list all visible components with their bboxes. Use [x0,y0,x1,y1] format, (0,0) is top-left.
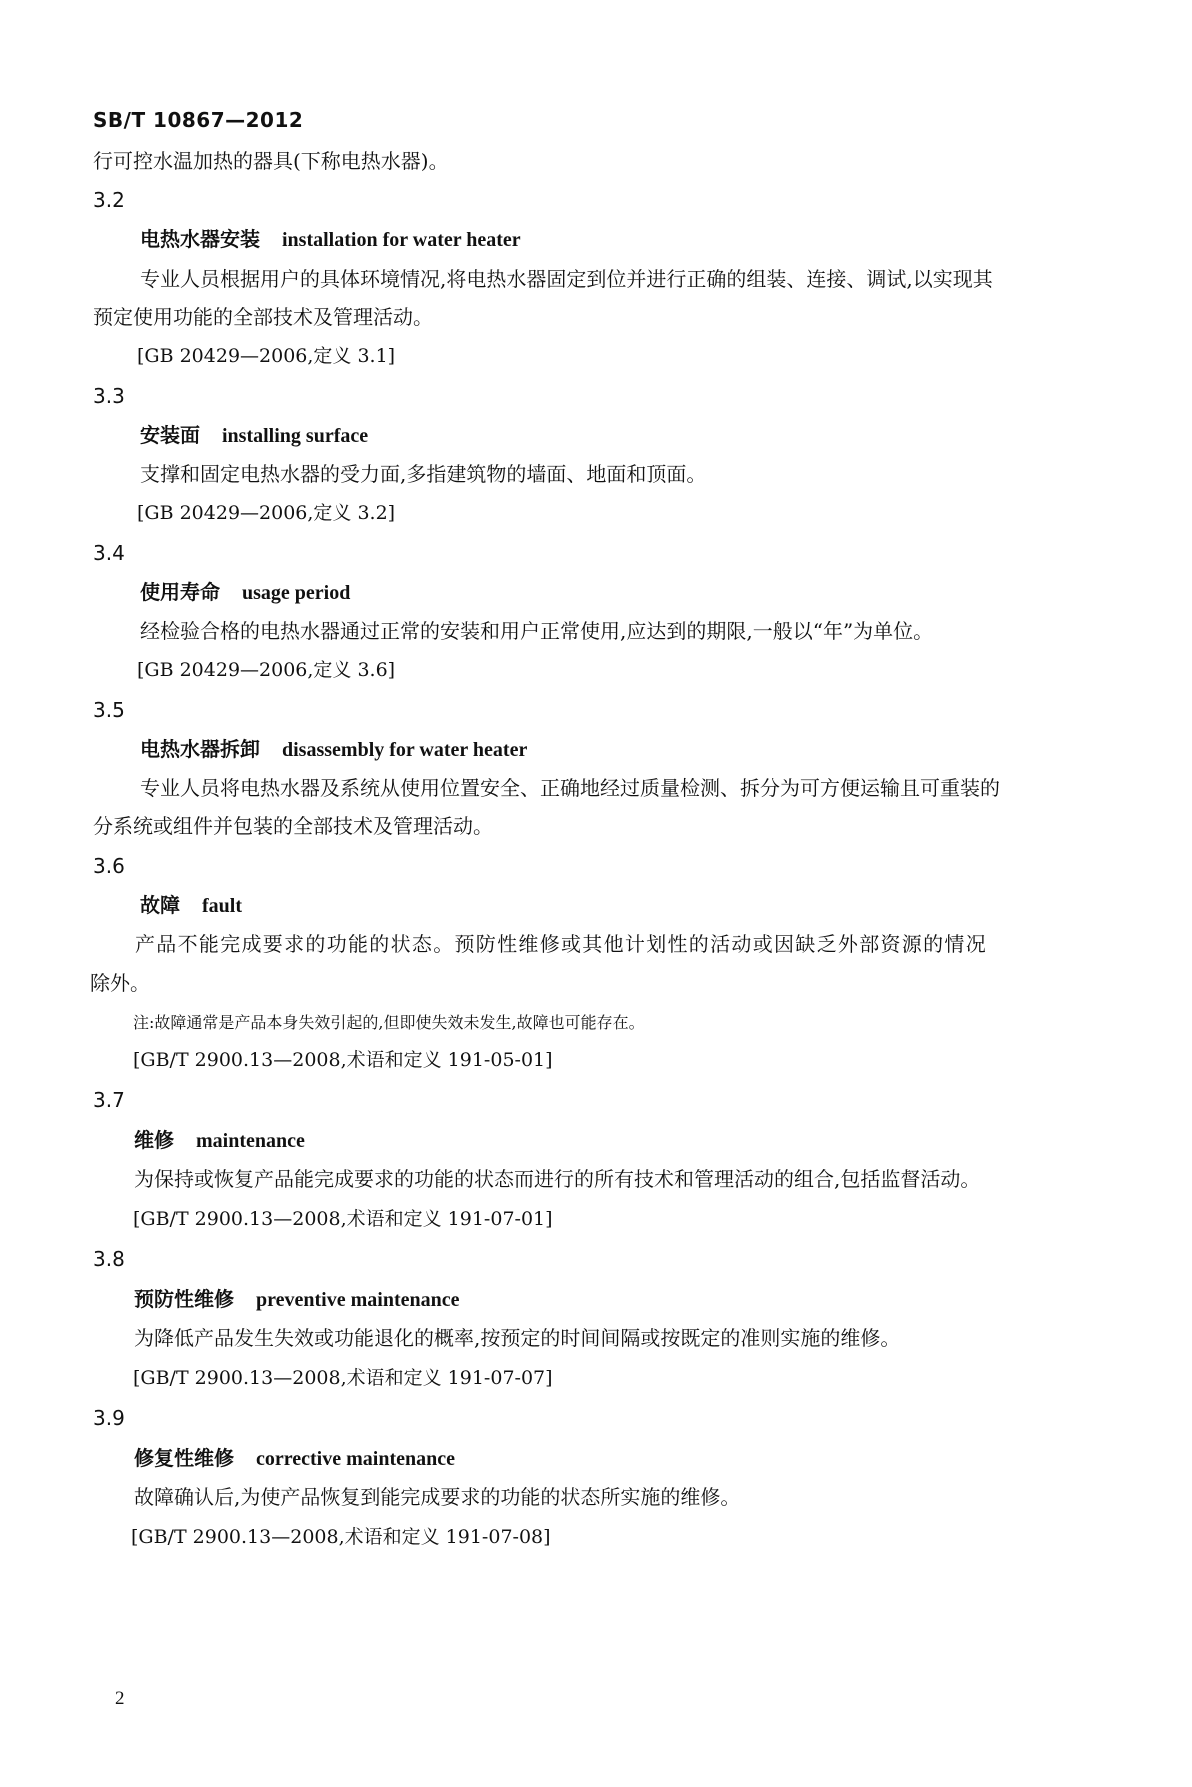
term-cn: 预防性维修 [134,1287,234,1311]
definition-line: 经检验合格的电热水器通过正常的安装和用户正常使用,应达到的期限,一般以“年”为单位。 [140,619,934,643]
intro-line: 行可控水温加热的器具(下称电热水器)。 [93,149,449,173]
term-en: usage period [242,582,351,604]
term-heading [134,1445,455,1472]
section-number: 3.4 [93,541,125,565]
term-en: preventive maintenance [256,1289,460,1311]
term-heading [140,579,350,606]
section-number: 3.3 [93,384,125,408]
term-en: corrective maintenance [256,1448,455,1470]
reference: [GB/T 2900.13—2008,术语和定义 191-05-01] [133,1049,553,1071]
term-en: disassembly for water heater [282,739,528,761]
definition-line: 专业人员根据用户的具体环境情况,将电热水器固定到位并进行正确的组装、连接、调试,以实现其 [140,267,993,291]
term-en: installation for water heater [282,229,521,251]
section-number: 3.2 [93,188,125,212]
term-cn: 电热水器拆卸 [140,737,260,761]
section-number: 3.6 [93,854,125,878]
term-cn: 安装面 [140,423,200,447]
reference: [GB/T 2900.13—2008,术语和定义 191-07-01] [133,1208,553,1230]
definition-line: 故障确认后,为使产品恢复到能完成要求的功能的状态所实施的维修。 [134,1485,741,1509]
reference: [GB/T 2900.13—2008,术语和定义 191-07-08] [131,1526,551,1548]
term-cn: 电热水器安装 [140,227,260,251]
reference: [GB 20429—2006,定义 3.6] [137,659,396,681]
term-cn: 故障 [140,893,180,917]
term-heading [140,892,242,919]
term-en: maintenance [196,1130,305,1152]
page-number: 2 [115,1688,125,1709]
term-en: installing surface [222,425,369,447]
term-cn: 修复性维修 [134,1446,234,1470]
section-number: 3.5 [93,698,125,722]
term-heading [140,422,368,449]
reference: [GB 20429—2006,定义 3.1] [137,345,396,367]
definition-line: 分系统或组件并包装的全部技术及管理活动。 [93,814,493,838]
reference: [GB 20429—2006,定义 3.2] [137,502,396,524]
definition-line: 为降低产品发生失效或功能退化的概率,按预定的时间间隔或按既定的准则实施的维修。 [134,1326,901,1350]
term-en: fault [202,895,242,917]
note: 注:故障通常是产品本身失效引起的,但即使失效未发生,故障也可能存在。 [133,1013,645,1032]
term-cn: 使用寿命 [140,580,220,604]
definition-line: 为保持或恢复产品能完成要求的功能的状态而进行的所有技术和管理活动的组合,包括监督活动。 [134,1167,981,1191]
section-number: 3.9 [93,1406,125,1430]
term-cn: 维修 [134,1128,174,1152]
term-heading [134,1286,460,1313]
definition-line: 产品不能完成要求的功能的状态。预防性维修或其他计划性的活动或因缺乏外部资源的情况 [135,932,987,956]
definition-line: 支撑和固定电热水器的受力面,多指建筑物的墙面、地面和顶面。 [140,462,707,486]
definition-line: 专业人员将电热水器及系统从使用位置安全、正确地经过质量检测、拆分为可方便运输且可重装的 [140,776,1000,800]
section-number: 3.8 [93,1247,125,1271]
term-heading [140,736,527,763]
section-number: 3.7 [93,1088,125,1112]
standard-code-header: SB/T 10867—2012 [93,108,304,132]
term-heading [140,226,521,253]
term-heading [134,1127,305,1154]
definition-line: 预定使用功能的全部技术及管理活动。 [93,305,433,329]
reference: [GB/T 2900.13—2008,术语和定义 191-07-07] [133,1367,553,1389]
definition-line: 除外。 [90,971,150,995]
